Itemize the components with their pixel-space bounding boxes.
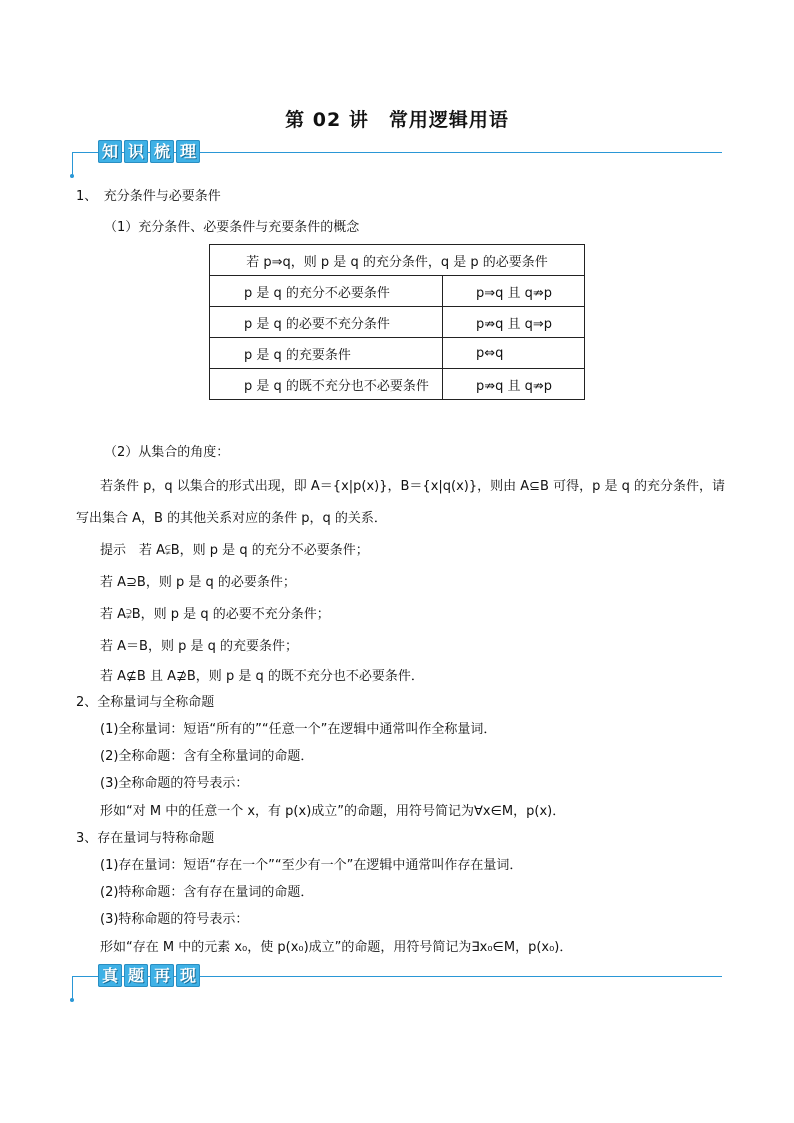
table-cell-name: p 是 q 的充要条件 [210,338,443,369]
badge-char: 真 [98,964,122,987]
table-cell-symbol: p⇒q 且 q⇏p [443,276,585,307]
s1-hint5: 若 A⊈B 且 A⊉B，则 p 是 q 的既不充分也不必要条件． [100,669,424,684]
section-badge [98,964,202,987]
table-cell-symbol: p⇏q 且 q⇏p [443,369,585,400]
table-cell-name: p 是 q 的充分不必要条件 [210,276,443,307]
table-row [210,307,585,338]
badge-char: 现 [176,964,200,987]
table-cell-symbol: p⇏q 且 q⇒p [443,307,585,338]
s2-line4: 形如“对 M 中的任意一个 x，有 p(x)成立”的命题，用符号简记为∀x∈M，p(x)． [100,804,566,819]
s3-heading: 3、存在量词与特称命题 [76,831,215,846]
table-cell-name: p 是 q 的既不充分也不必要条件 [210,369,443,400]
condition-table [209,244,585,400]
table-row [210,369,585,400]
s2-heading: 2、全称量词与全称命题 [76,695,215,710]
table-header-cell: 若 p⇒q，则 p 是 q 的充分条件，q 是 p 的必要条件 [210,245,585,276]
s3-line4: 形如“存在 M 中的元素 x₀，使 p(x₀)成立”的命题，用符号简记为∃x₀∈M，p(x₀)． [100,940,573,955]
table-row [210,338,585,369]
section-rule-vertical [72,152,73,176]
s1-hint1: 提示 若 A⫋B，则 p 是 q 的充分不必要条件； [100,543,369,558]
s1-hint3: 若 A⫌B，则 p 是 q 的必要不充分条件； [100,607,330,622]
s1-hint2: 若 A⊇B，则 p 是 q 的必要条件； [100,575,296,590]
section-dot [70,174,74,178]
s3-line1: (1)存在量词：短语“存在一个”“至少有一个”在逻辑中通常叫作存在量词． [100,858,523,873]
section-badge [98,140,202,163]
s1-sub2: （2）从集合的角度： [104,445,230,460]
page-title: 第 02 讲 常用逻辑用语 [285,109,509,131]
badge-char: 识 [124,140,148,163]
s3-line2: (2)特称命题：含有存在量词的命题． [100,885,314,900]
section-rule-vertical [72,976,73,1000]
table-cell-name: p 是 q 的必要不充分条件 [210,307,443,338]
section-dot [70,998,74,1002]
s2-line2: (2)全称命题：含有全称量词的命题． [100,749,314,764]
badge-char: 理 [176,140,200,163]
badge-char: 知 [98,140,122,163]
s1-sub1: （1）充分条件、必要条件与充要条件的概念 [104,220,360,235]
table-row [210,276,585,307]
badge-char: 梳 [150,140,174,163]
s1-paragraph-line2: 写出集合 A，B 的其他关系对应的条件 p，q 的关系． [76,511,387,526]
s2-line1: (1)全称量词：短语“所有的”“任意一个”在逻辑中通常叫作全称量词． [100,722,497,737]
badge-char: 再 [150,964,174,987]
s1-heading: 1、 充分条件与必要条件 [76,189,221,204]
s1-paragraph-line1: 若条件 p，q 以集合的形式出现，即 A＝{x|p(x)}，B＝{x|q(x)}，则由 A⊆B 可得，p 是 q 的充分条件，请 [100,479,725,494]
s1-hint4: 若 A＝B，则 p 是 q 的充要条件； [100,639,298,654]
badge-char: 题 [124,964,148,987]
s3-line3: (3)特称命题的符号表示： [100,912,249,927]
section-header-knowledge [72,142,722,176]
s2-line3: (3)全称命题的符号表示： [100,776,249,791]
table-row [210,245,585,276]
section-header-exam [72,966,722,1000]
table-cell-symbol: p⇔q [443,338,585,369]
